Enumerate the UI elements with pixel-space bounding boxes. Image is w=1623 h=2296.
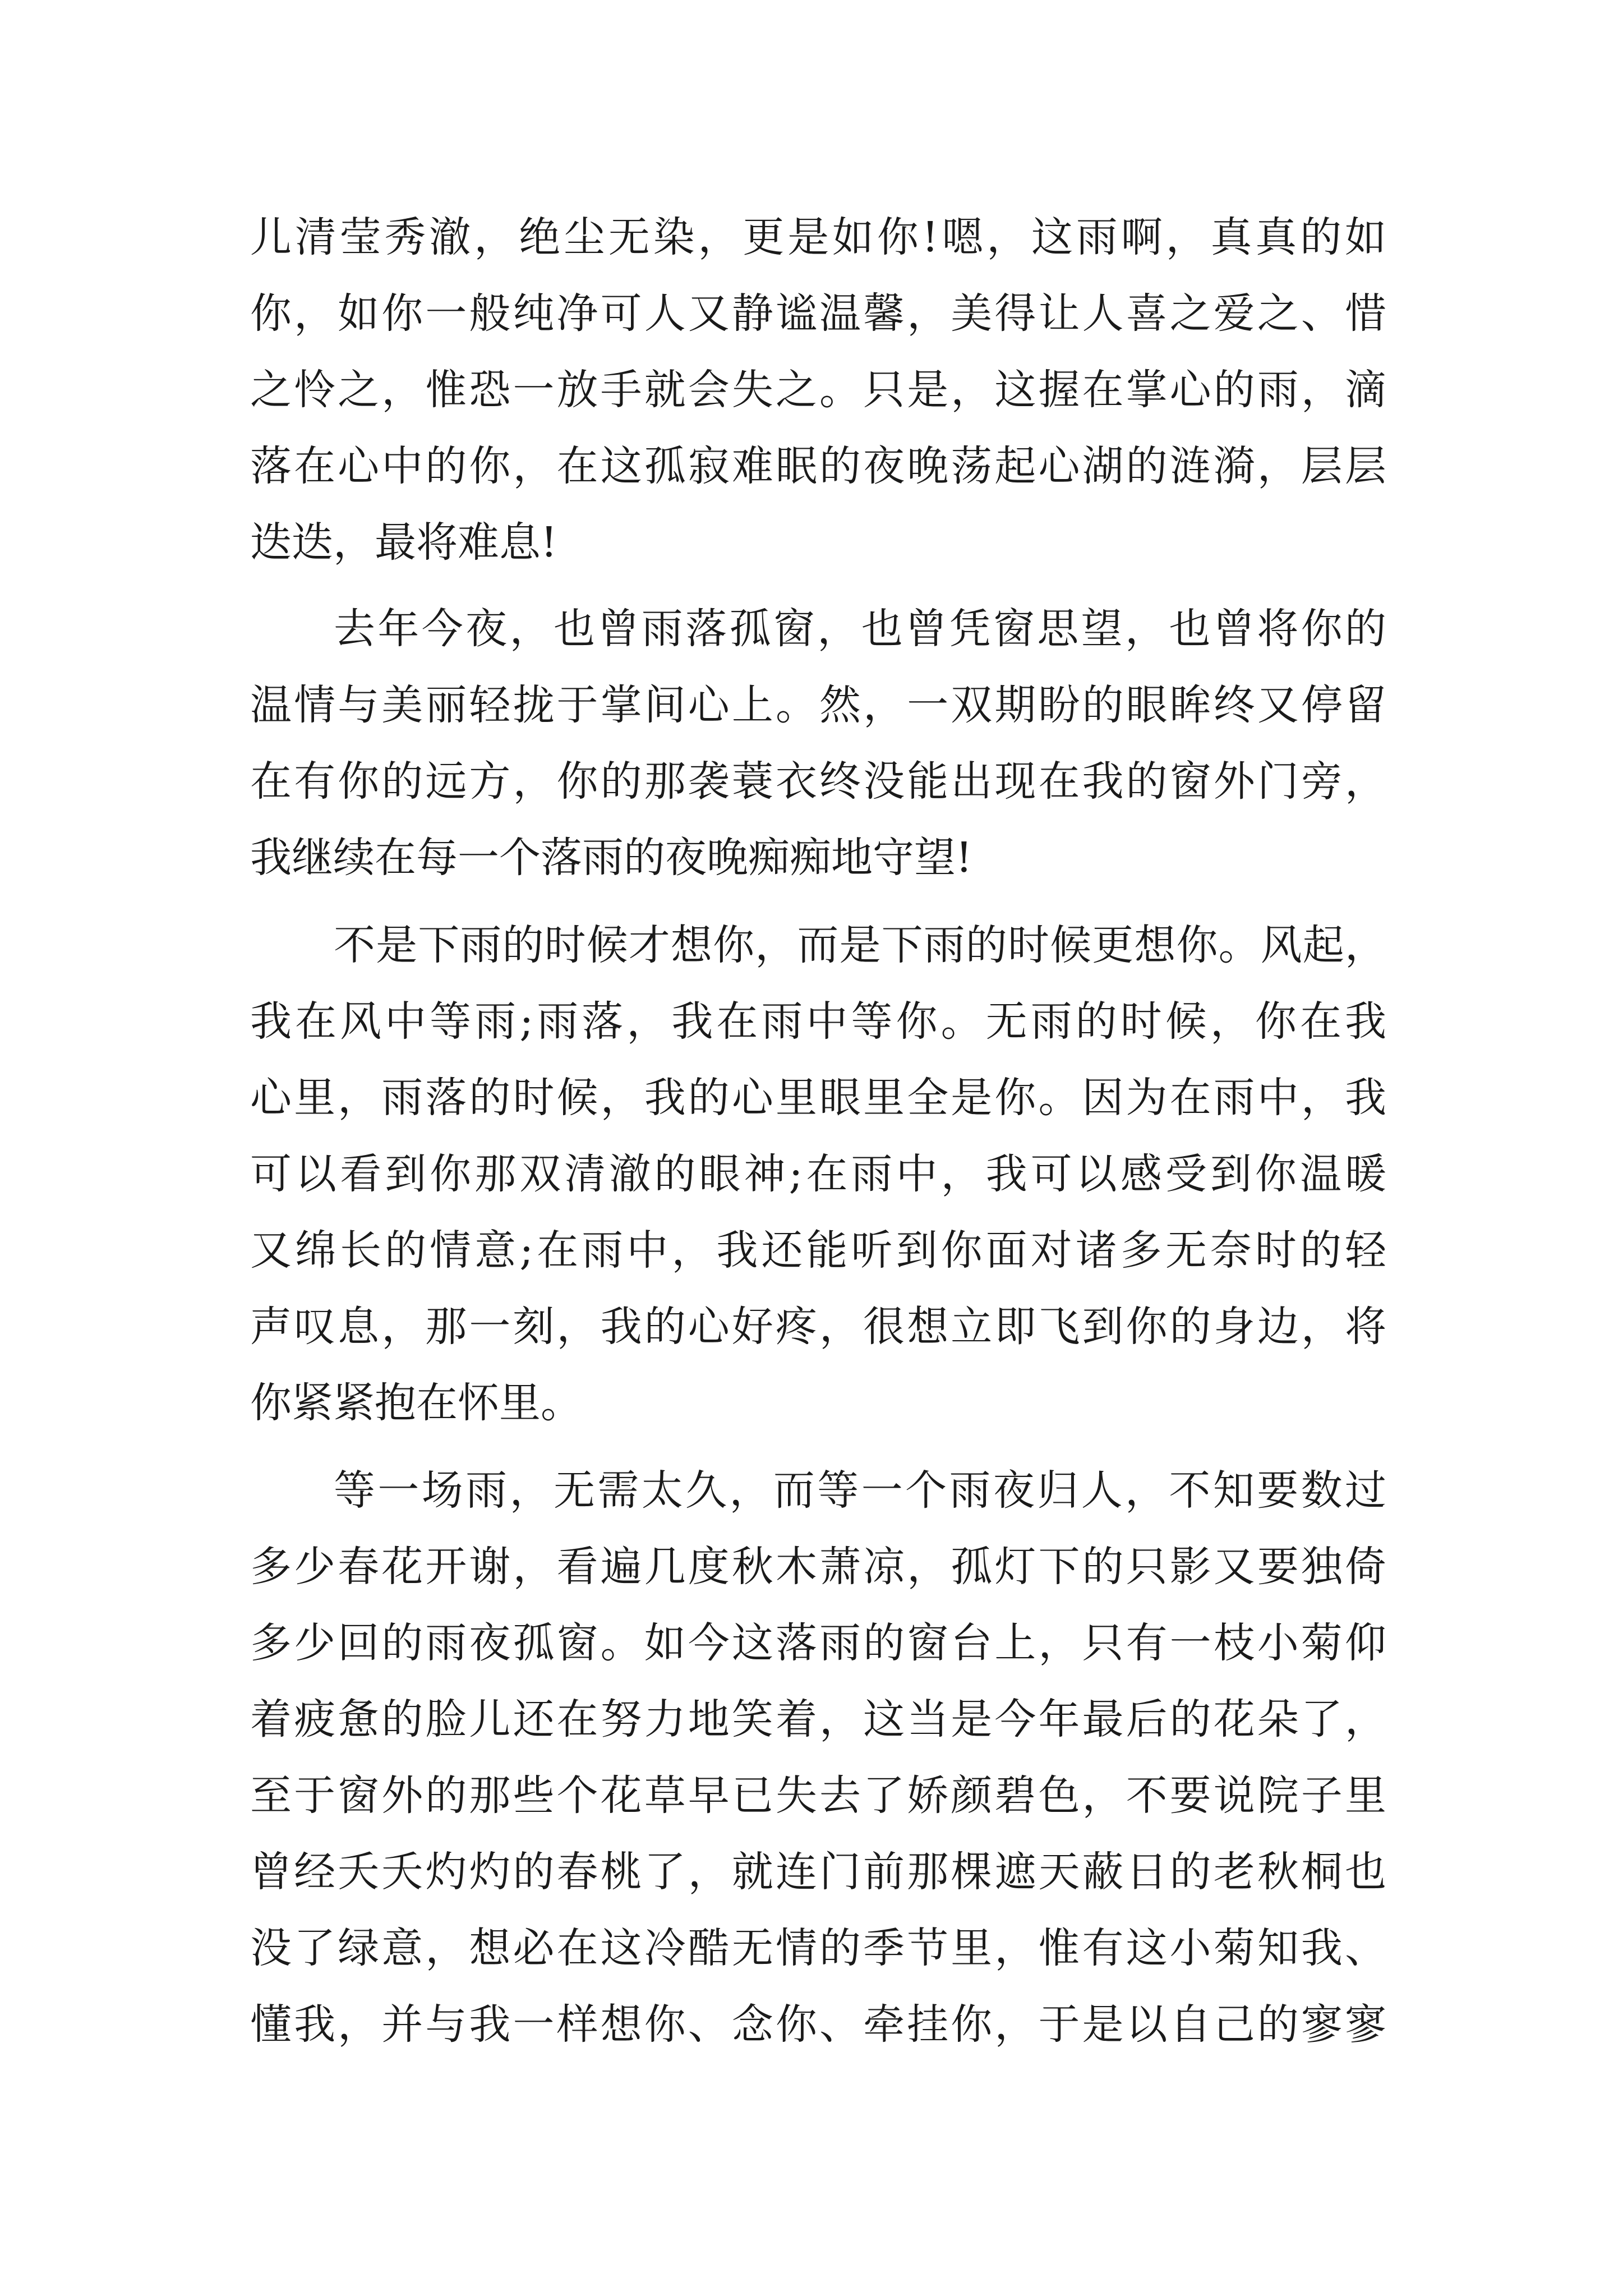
text-line: 在有你的远方，你的那袭蓑衣终没能出现在我的窗外门旁， [250, 757, 1386, 806]
paragraph-first-line: 去年今夜，也曾雨落孤窗，也曾凭窗思望，也曾将你的 [334, 605, 1386, 653]
text-line: 你紧紧抱在怀里。 [250, 1379, 582, 1427]
text-line: 落在心中的你，在这孤寂难眠的夜晚荡起心湖的涟漪，层层 [250, 442, 1386, 490]
text-line: 声叹息，那一刻，我的心好疼，很想立即飞到你的身边，将 [250, 1303, 1386, 1351]
text-line: 之怜之，惟恐一放手就会失之。只是，这握在掌心的雨，滴 [250, 366, 1386, 414]
text-line: 你，如你一般纯净可人又静谧温馨，美得让人喜之爱之、惜 [250, 289, 1386, 338]
text-line: 可以看到你那双清澈的眼神;在雨中，我可以感受到你温暖 [250, 1150, 1386, 1198]
text-line: 着疲惫的脸儿还在努力地笑着，这当是今年最后的花朵了， [250, 1695, 1386, 1743]
text-line: 曾经夭夭灼灼的春桃了，就连门前那棵遮天蔽日的老秋桐也 [250, 1848, 1386, 1896]
text-line: 温情与美丽轻拢于掌间心上。然，一双期盼的眼眸终又停留 [250, 681, 1386, 729]
text-line: 儿清莹秀澈，绝尘无染，更是如你!嗯，这雨啊，真真的如 [250, 213, 1386, 261]
text-line: 至于窗外的那些个花草早已失去了娇颜碧色，不要说院子里 [250, 1772, 1386, 1820]
text-line: 懂我，并与我一样想你、念你、牵挂你，于是以自己的寥寥 [250, 2000, 1386, 2049]
text-line: 我继续在每一个落雨的夜晚痴痴地守望! [250, 834, 972, 882]
text-line: 迭迭，最将难息! [250, 518, 557, 567]
paragraph-first-line: 等一场雨，无需太久，而等一个雨夜归人，不知要数过 [334, 1466, 1386, 1515]
paragraph-first-line: 不是下雨的时候才想你，而是下雨的时候更想你。风起， [334, 921, 1386, 969]
text-line: 又绵长的情意;在雨中，我还能听到你面对诸多无奈时的轻 [250, 1226, 1386, 1274]
text-line: 多少回的雨夜孤窗。如今这落雨的窗台上，只有一枝小菊仰 [250, 1619, 1386, 1667]
text-line: 心里，雨落的时候，我的心里眼里全是你。因为在雨中，我 [250, 1074, 1386, 1122]
text-line: 多少春花开谢，看遍几度秋木萧凉，孤灯下的只影又要独倚 [250, 1543, 1386, 1591]
text-line: 没了绿意，想必在这冷酷无情的季节里，惟有这小菊知我、 [250, 1924, 1386, 1972]
text-line: 我在风中等雨;雨落，我在雨中等你。无雨的时候，你在我 [250, 997, 1386, 1046]
